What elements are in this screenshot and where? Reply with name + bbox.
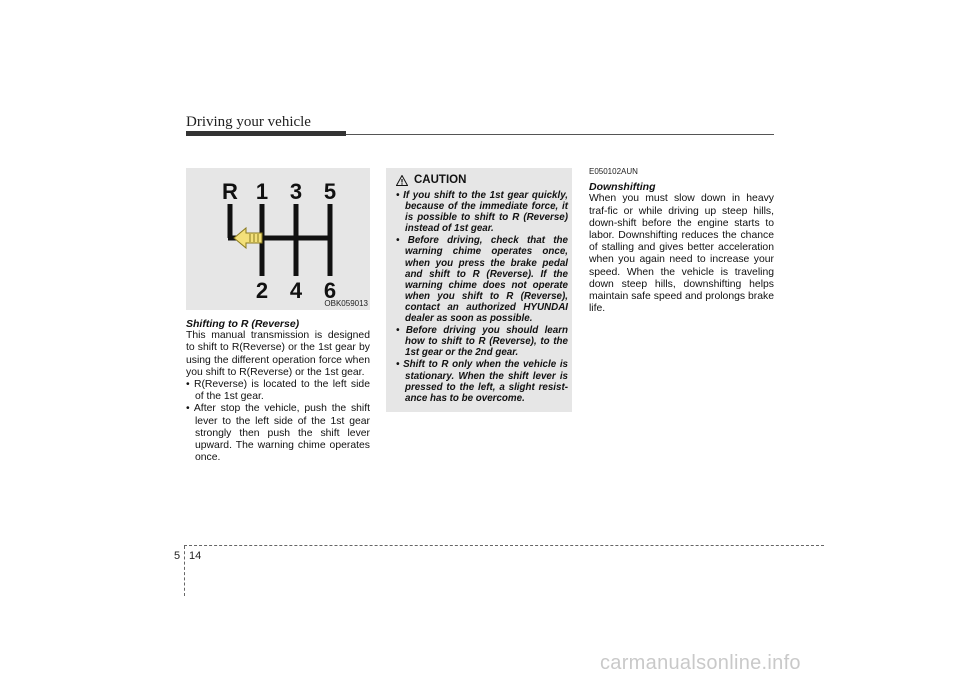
right-column — [589, 166, 774, 315]
downshifting-paragraph: When you must slow down in heavy traf-fic or while driving up steep hills, down-shift before the engine starts to labor. Downshifting reduces the chance of stalling and gives better acceleration when you again need to increase your speed. When the vehicle is traveling down steep hills, downshifting helps maintain safe speed and prolongs brake life. — [589, 193, 774, 315]
gear-label-r: R — [222, 179, 238, 204]
list-item: • Before driving, check that the warning chime operates once, when you press the brake pedal and shift to R (Reverse). If the warning chime does not operate when you shift to R (Reverse), contact an authorized HYUNDAI dealer as soon as possible. — [396, 235, 568, 325]
shifting-reverse-paragraph: This manual transmission is designed to shift to R(Reverse) or the 1st gear by using the different operation force when you shift to R(Reverse) or the 1st gear. — [186, 330, 370, 378]
shifting-reverse-heading: Shifting to R (Reverse) — [186, 318, 300, 330]
warning-triangle-icon — [396, 175, 408, 186]
gear-label-5: 5 — [323, 179, 337, 204]
gear-label-2: 2 — [255, 278, 269, 303]
gear-label-6: 6 — [323, 278, 337, 303]
header-rule-accent — [186, 131, 346, 136]
figure-code: OBK059013 — [324, 299, 368, 308]
caution-list — [396, 190, 568, 405]
caution-box — [386, 168, 572, 412]
gear-label-1: 1 — [255, 179, 269, 204]
caution-title: CAUTION — [414, 174, 467, 186]
gear-pattern-graphic — [186, 168, 370, 310]
left-arrow-icon — [234, 228, 262, 248]
footer-rule — [184, 545, 824, 546]
footer-vertical-rule — [184, 546, 185, 596]
caution-header — [396, 174, 466, 186]
left-column — [186, 318, 370, 464]
list-item: • Before driving you should learn how to shift to R (Reverse), to the 1st gear or the 2nd gear. — [396, 325, 568, 359]
gear-shift-diagram — [186, 168, 370, 310]
watermark: carmanualsonline.info — [600, 652, 801, 674]
downshifting-heading: Downshifting — [589, 181, 656, 194]
page-number: 14 — [189, 550, 202, 562]
list-item: • R(Reverse) is located to the left side of the 1st gear. — [186, 379, 370, 403]
chapter-number: 5 — [174, 550, 181, 562]
list-item: • Shift to R only when the vehicle is stationary. When the shift lever is pressed to the left, a slight resist-ance has to be overcome. — [396, 359, 568, 404]
section-title: Driving your vehicle — [186, 114, 311, 130]
list-item: • After stop the vehicle, push the shift lever to the left side of the 1st gear strongly then push the shift lever upward. The warning chime operates once. — [186, 403, 370, 464]
gear-label-3: 3 — [289, 179, 303, 204]
section-code: E050102AUN — [589, 167, 638, 176]
list-item: • If you shift to the 1st gear quickly, because of the immediate force, it is possible to shift to R (Reverse) instead of 1st gear. — [396, 190, 568, 235]
gear-label-4: 4 — [289, 278, 303, 303]
